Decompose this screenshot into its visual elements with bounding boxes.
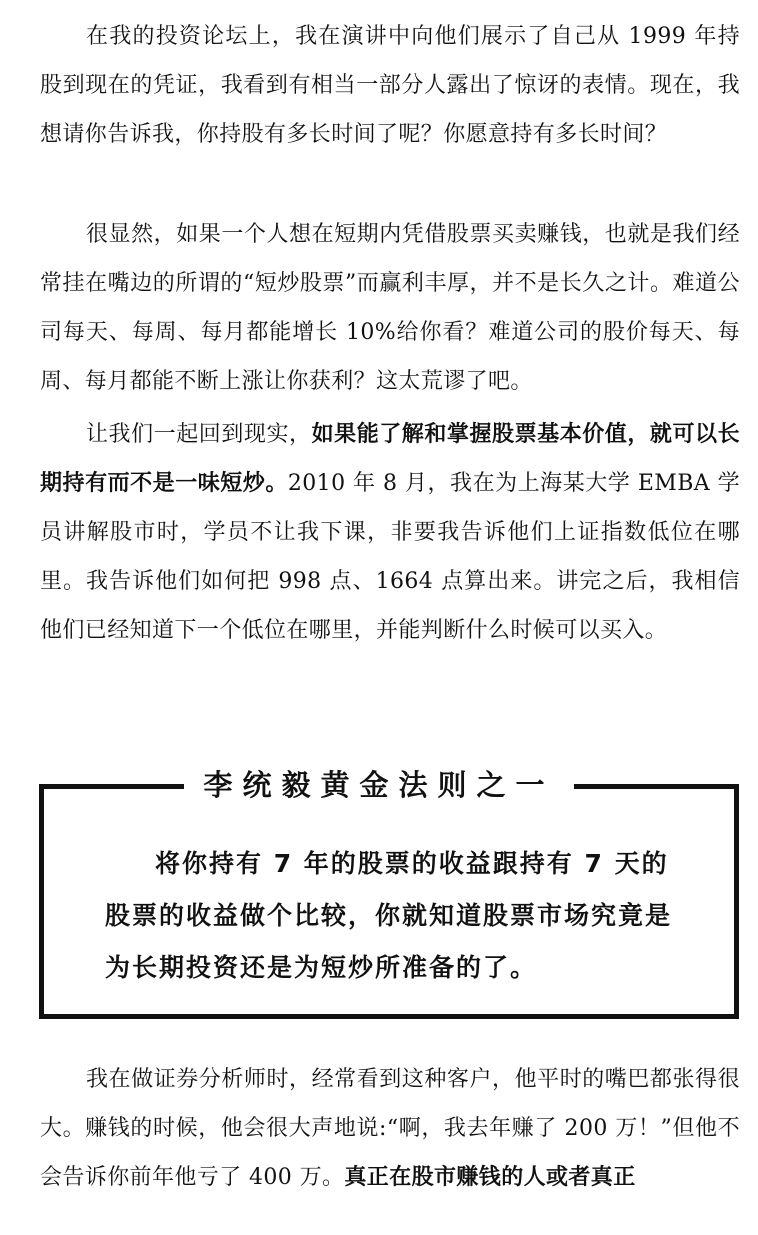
- paragraph-short-trading: [40, 210, 740, 406]
- paragraph-return-bold: 如果能了解和掌握股票基本价值，就可以长期持有而不是一味短炒。: [40, 421, 740, 496]
- paragraph-return-rest: 2010 年 8 月，我在为上海某大学 EMBA 学员讲解股市时，学员不让我下课，非要我告诉他们上证指数低位在哪里。我告诉他们如何把 998 点、1664 点算出来。讲完之后，我相信他们已经知道下一个低位在哪里，并能判断什么时候可以买入。: [40, 471, 740, 643]
- paragraph-analyst-bold: 真正在股市赚钱的人或者真正: [344, 1164, 636, 1190]
- paragraph-forum-text: 在我的投资论坛上，我在演讲中向他们展示了自己从 1999 年持股到现在的凭证，我看到有相当一部分人露出了惊讶的表情。现在，我想请你告诉我，你持股有多长时间了呢？你愿意持有多长时间？: [40, 24, 740, 147]
- paragraph-short-trading-text: 很显然，如果一个人想在短期内凭借股票买卖赚钱，也就是我们经常挂在嘴边的所谓的“短炒股票”而赢利丰厚，并不是长久之计。难道公司每天、每周、每月都能增长 10%给你看？难道公司的股价每天、每周、每月都能不断上涨让你获利？这太荒谬了吧。: [40, 222, 740, 394]
- golden-rule-text: 将你持有 7 年的股票的收益跟持有 7 天的股票的收益做个比较，你就知道股票市场究竟是为长期投资还是为短炒所准备的了。: [105, 849, 673, 982]
- paragraph-return-start: 让我们一起回到现实，: [86, 422, 312, 447]
- paragraph-analyst: [40, 1055, 740, 1202]
- paragraph-analyst-start: 我在做证券分析师时，经常看到这种客户，他平时的嘴巴都张得很大。赚钱的时候，他会很大声地说:“啊，我去年赚了 200 万！”但他不会告诉你前年他亏了 400 万。: [40, 1067, 740, 1190]
- paragraph-return-to-reality: [40, 410, 740, 655]
- golden-rule-title: 李统毅黄金法则之一: [184, 760, 574, 810]
- paragraph-forum: [40, 12, 740, 159]
